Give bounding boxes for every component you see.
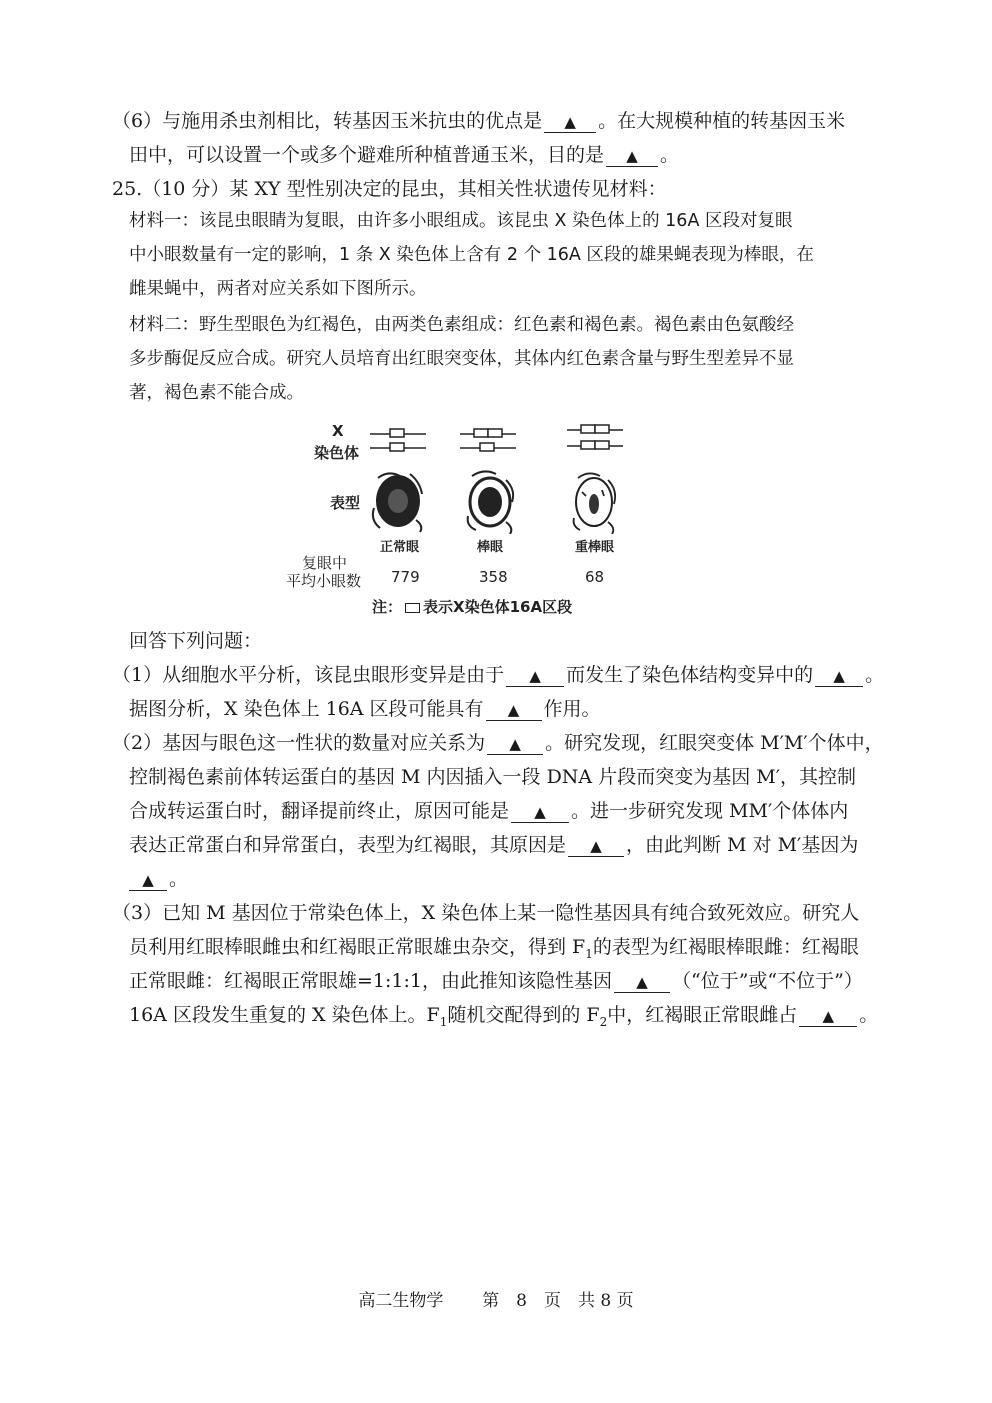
answer-blank[interactable]: ▲ xyxy=(511,801,569,823)
bar-eye-icon xyxy=(462,468,518,534)
column-bar-eye: 棒眼 xyxy=(477,540,504,555)
answer-blank[interactable]: ▲ xyxy=(486,699,542,721)
material-2-line-3: 著，褐色素不能合成。 xyxy=(129,383,304,403)
row-label-x: X xyxy=(332,422,344,440)
q6-line-2: 田中，可以设置一个或多个避难所种植普通玉米，目的是 ▲ 。 xyxy=(129,144,680,166)
p3-line-3: 正常眼雌：红褐眼正常眼雄=1:1:1，由此推知该隐性基因 ▲ （“位于”或“不位于”） xyxy=(129,970,863,992)
row-label-chromosome: 染色体 xyxy=(314,444,360,462)
p2-line-5: ▲ 。 xyxy=(129,866,188,892)
material-2-line-2: 多步酶促反应合成。研究人员培育出红眼突变体，其体内红色素含量与野生型差异不显 xyxy=(129,349,794,369)
footer-page-number: 第 8 页 共 8 页 xyxy=(482,1291,634,1311)
count-bar-eye: 358 xyxy=(479,568,508,586)
normal-eye-icon xyxy=(370,468,426,534)
answer-blank[interactable]: ▲ xyxy=(129,869,167,891)
row-label-phenotype: 表型 xyxy=(330,494,361,512)
material-1-line-1: 材料一：该昆虫眼睛为复眼，由许多小眼组成。该昆虫 X 染色体上的 16A 区段对复眼 xyxy=(129,211,793,231)
chromosome-normal-icon xyxy=(368,426,428,456)
count-double-bar-eye: 68 xyxy=(585,568,605,586)
segment-legend-icon xyxy=(405,603,420,613)
material-1-line-2: 中小眼数量有一定的影响，1 条 X 染色体上含有 2 个 16A 区段的雄果蝇表现为棒眼，在 xyxy=(129,245,814,265)
count-normal-eye: 779 xyxy=(391,568,420,586)
answer-blank[interactable]: ▲ xyxy=(815,665,863,687)
answer-intro: 回答下列问题： xyxy=(129,630,263,652)
figure-note: 注： 表示X染色体16A区段 xyxy=(372,598,573,616)
p1-line-1: （1）从细胞水平分析，该昆虫眼形变异是由于 ▲ 而发生了染色体结构变异中的 ▲ 。 xyxy=(112,664,885,686)
p2-line-3: 合成转运蛋白时，翻译提前终止，原因可能是 ▲ 。进一步研究发现 MM′个体体内 xyxy=(129,800,849,822)
answer-blank[interactable]: ▲ xyxy=(544,111,596,133)
chromosome-bar-icon xyxy=(458,426,518,456)
answer-blank[interactable]: ▲ xyxy=(487,733,543,755)
answer-blank[interactable]: ▲ xyxy=(506,665,564,687)
answer-blank[interactable]: ▲ xyxy=(568,835,624,857)
p2-line-2: 控制褐色素前体转运蛋白的基因 M 内因插入一段 DNA 片段而突变为基因 M′，其控制 xyxy=(129,766,857,788)
chromosome-double-bar-icon xyxy=(565,422,625,456)
column-normal-eye: 正常眼 xyxy=(380,540,420,555)
answer-blank[interactable]: ▲ xyxy=(606,145,658,167)
column-double-bar-eye: 重棒眼 xyxy=(575,540,615,555)
q25-title: 25.（10 分）某 XY 型性别决定的昆虫，其相关性状遗传见材料： xyxy=(112,178,667,200)
footer-subject: 高二生物学 xyxy=(358,1291,444,1311)
p3-line-1: （3）已知 M 基因位于常染色体上，X 染色体上某一隐性基因具有纯合致死效应。研究人 xyxy=(112,902,860,924)
row-label-count-1: 复眼中 xyxy=(302,554,348,572)
answer-blank[interactable]: ▲ xyxy=(614,971,670,993)
p2-line-4: 表达正常蛋白和异常蛋白，表型为红褐眼，其原因是 ▲ ，由此判断 M 对 M′基因为 xyxy=(129,834,859,856)
answer-blank[interactable]: ▲ xyxy=(799,1005,857,1027)
row-label-count-2: 平均小眼数 xyxy=(286,572,362,590)
p3-line-4: 16A 区段发生重复的 X 染色体上。$F_1$随机交配得到的 $F_2$中，红褐眼正常眼雌占 ▲ 。 xyxy=(129,1004,879,1029)
material-1-line-3: 雌果蝇中，两者对应关系如下图所示。 xyxy=(129,279,427,299)
p3-line-2: 员利用红眼棒眼雌虫和红褐眼正常眼雄虫杂交，得到 $F_1$的表型为红褐眼棒眼雌：红褐眼 xyxy=(129,936,859,961)
double-bar-eye-icon xyxy=(566,468,622,534)
chromosome-figure xyxy=(280,412,660,622)
q6-line-1: （6）与施用杀虫剂相比，转基因玉米抗虫的优点是 ▲ 。在大规模种植的转基因玉米 xyxy=(112,110,846,132)
material-2-line-1: 材料二：野生型眼色为红褐色，由两类色素组成：红色素和褐色素。褐色素由色氨酸经 xyxy=(129,315,794,335)
p2-line-1: （2）基因与眼色这一性状的数量对应关系为 ▲ 。研究发现，红眼突变体 M′M′个体中， xyxy=(112,732,884,754)
p1-line-2: 据图分析，X 染色体上 16A 区段可能具有 ▲ 作用。 xyxy=(129,698,601,720)
page-footer xyxy=(0,1286,992,1311)
